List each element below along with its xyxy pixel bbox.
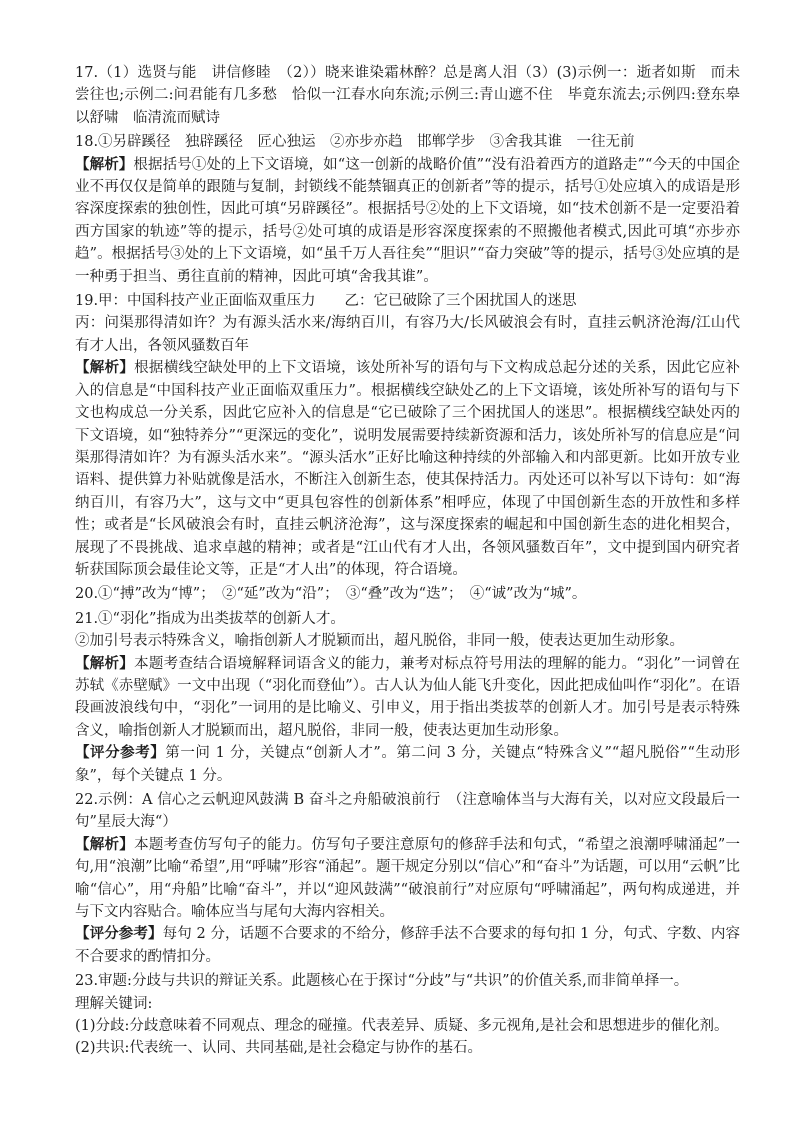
q19-answer-line1: 19.甲：中国科技产业正面临双重压力 乙：它已破除了三个困扰国人的迷思 bbox=[75, 293, 577, 310]
q21-scoring-text: 第一问 1 分，关键点“创新人才”。第二问 3 分，关键点“特殊含义”“超凡脱俗”“生动形象”，每个关键点 1 分。 bbox=[75, 745, 741, 784]
q20-answer: 20.①“搏”改为“博”； ②“延”改为“沿”； ③“叠”改为“迭”； ④“诚”改为“城”。 bbox=[75, 586, 587, 603]
q22-scoring-text: 每句 2 分，话题不合要求的不给分，修辞手法不合要求的每句扣 1 分，句式、字数、内容不合要求的酌情扣分。 bbox=[75, 926, 741, 965]
q21-scoring bbox=[75, 742, 740, 787]
q18-answer: 18.①另辟蹊径 独辟蹊径 匠心独运 ②亦步亦趋 邯郸学步 ③舍我其谁 一往无前 bbox=[75, 134, 635, 151]
q22-scoring-tag: 【评分参考】 bbox=[75, 925, 163, 943]
q22-scoring bbox=[75, 923, 740, 968]
q18-analysis-text: 根据括号①处的上下文语境，如“这一创新的战略价值”“没有沿着西方的道路走”“今天的中国企业不再仅仅是简单的跟随与复制，封锁线不能禁锢真正的创新者”等的提示，括号①处应填入的成语是形容深度探索的独创性，因此可填“另辟蹊径”。根据括号②处的上下文语境，如“技术创新不是一定要沿着西方国家的轨迹”等的提示，括号②处可填的成语是形容深度探索的不照搬他者模式,因此可填“亦步亦趋”。根据括号③处的上下文语境，如“虽千万人吾往矣”“胆识”“奋力突破”等的提示，括号③处应填的是一种勇于担当、勇往直前的精神，因此可填“舍我其谁”。 bbox=[75, 156, 741, 285]
q19-answer-line2: 丙：问渠那得清如许？为有源头活水来/海纳百川，有容乃大/长风破浪会有时，直挂云帆济沧海/江山代有才人出，各领风骚数百年 bbox=[75, 315, 740, 354]
q21-answer-line1: 21.①“羽化”指成为出类拔萃的创新人才。 bbox=[75, 610, 345, 627]
q21-analysis-tag: 【解析】 bbox=[75, 654, 135, 672]
q23-line3: (1)分歧:分歧意味着不同观点、理念的碰撞。代表差异、质疑、多元视角,是社会和思想进步的催化剂。 bbox=[75, 1018, 729, 1035]
q22-analysis-tag: 【解析】 bbox=[75, 835, 135, 853]
q18-analysis bbox=[75, 154, 740, 288]
q17-answer: 17.（1）选贤与能 讲信修睦 （2））晓来谁染霜林醉？总是离人泪（3）(3)示例一：逝者如斯 而未尝往也;示例二:问君能有几多愁 恰似一江春水向东流;示例三:青山遮不住 毕竟东流去;示例四:登东皋以舒啸 临清流而赋诗 bbox=[75, 65, 740, 126]
q21-answer-line2: ②加引号表示特殊含义，喻指创新人才脱颖而出，超凡脱俗，非同一般，使表达更加生动形象。 bbox=[75, 633, 684, 650]
q19-analysis bbox=[75, 357, 740, 581]
q21-scoring-tag: 【评分参考】 bbox=[75, 744, 166, 762]
q22-analysis-text: 本题考查仿写句子的能力。仿写句子要注意原句的修辞手法和句式，“希望之浪潮呼啸涌起”一句,用“浪潮”比喻“希望”,用“呼啸”形容“涌起”。题干规定分别以“信心”和“奋斗”为话题，可以用“云帆”比喻“信心”，用“舟船”比喻“奋斗”，并以“迎风鼓满”“破浪前行”对应原句“呼啸涌起”，两句构成递进，并与下文内容贴合。喻体应当与尾句大海内容相关。 bbox=[75, 836, 741, 921]
q23-line1: 23.审题:分歧与共识的辩证关系。此题核心在于探讨“分歧”与“共识”的价值关系,而非简单择一。 bbox=[75, 973, 689, 990]
q21-analysis-text: 本题考查结合语境解释词语含义的能力，兼考对标点符号用法的理解的能力。“羽化”一词曾在苏轼《赤壁赋》一文中出现（“羽化而登仙”）。古人认为仙人能飞升变化，因此把成仙叫作“羽化”。在语段画波浪线句中，“羽化”一词用的是比喻义、引申义，用于指出类拔萃的创新人才。加引号是表示特殊含义，喻指创新人才脱颖而出，超凡脱俗，非同一般，使表达更加生动形象。 bbox=[75, 655, 741, 739]
q22-answer: 22.示例：A 信心之云帆迎风鼓满 B 奋斗之舟船破浪前行 （注意喻体当与大海有关，以对应文段最后一句”星辰大海“） bbox=[75, 792, 740, 831]
q23-line2: 理解关键词: bbox=[75, 995, 153, 1012]
q23-line4: (2)共识:代表统一、认同、共同基础,是社会稳定与协作的基石。 bbox=[75, 1040, 483, 1057]
q21-analysis bbox=[75, 653, 740, 743]
q18-analysis-tag: 【解析】 bbox=[75, 155, 134, 173]
q22-analysis bbox=[75, 834, 740, 924]
q19-analysis-tag: 【解析】 bbox=[75, 359, 135, 377]
q19-analysis-text: 根据横线空缺处甲的上下文语境，该处所补写的语句与下文构成总起分述的关系，因此它应补入的信息是“中国科技产业正面临双重压力”。根据横线空缺处乙的上下文语境，该处所补写的语句与下文也构成总一分关系，因此它应补入的信息是“它已破除了三个困扰国人的迷思”。根据横线空缺处丙的下文语境，如“独特养分”“更深远的变化”，说明发展需要持续新资源和活力，该处所补写的信息应是“问渠那得清如许？为有源头活水来”。“源头活水”正好比喻这种持续的外部输入和内部更新。比如开放专业语料、提供算力补贴就像是活水，不断注入创新生态，使其保持活力。丙处还可以补写以下诗句：如“海纳百川，有容乃大”，这与文中“更具包容性的创新体系”相呼应，体现了中国创新生态的开放性和多样性；或者是“长风破浪会有时，直挂云帆济沧海”，这与深度探索的崛起和中国创新生态的进化相契合，展现了不畏挑战、追求卓越的精神；或者是“江山代有才人出，各领风骚数百年”，文中提到国内研究者斩获国际顶会最佳论文等，正是“才人出”的体现，符合语境。 bbox=[75, 360, 741, 578]
